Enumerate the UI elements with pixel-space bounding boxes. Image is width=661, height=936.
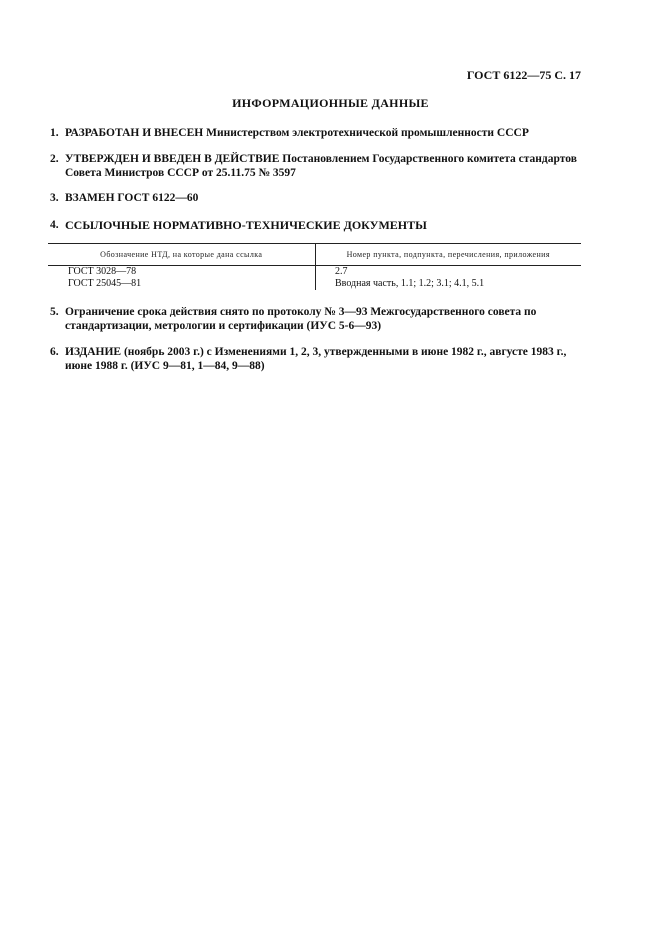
info-item-text: Ограничение срока действия снято по протоколу № 3—93 Межгосударственного совета по стандартизации, метрологии и сертификации (ИУС 5-6—93)	[65, 306, 537, 332]
info-item-number: 6.	[50, 346, 59, 358]
info-item-1	[50, 126, 580, 140]
info-item-number: 3.	[50, 192, 59, 204]
info-item-number: 1.	[50, 127, 59, 139]
info-item-text: УТВЕРЖДЕН И ВВЕДЕН В ДЕЙСТВИЕ Постановлением Государственного комитета стандартов Совета Министров СССР от 25.11.75 № 3597	[65, 153, 577, 179]
info-item-text: ИЗДАНИЕ (ноябрь 2003 г.) с Изменениями 1, 2, 3, утвержденными в июне 1982 г., августе 1983 г., июне 1988 г. (ИУС 9—81, 1—84, 9—88)	[65, 346, 567, 372]
table-cell-clause: 2.7	[315, 266, 581, 278]
table-cell-designation: ГОСТ 3028—78	[68, 266, 137, 277]
document-title: ИНФОРМАЦИОННЫЕ ДАННЫЕ	[232, 96, 429, 110]
info-item-3	[50, 191, 580, 205]
table-cell-designation: ГОСТ 25045—81	[68, 277, 142, 289]
info-item-number: 5.	[50, 306, 59, 318]
reference-documents-table	[48, 243, 581, 290]
info-item-number: 4.	[50, 219, 59, 231]
table-row	[48, 266, 581, 278]
info-item-text: РАЗРАБОТАН И ВНЕСЕН Министерством электротехнической промышленности СССР	[65, 127, 529, 139]
page-header-ref: ГОСТ 6122—75 С. 17	[466, 68, 581, 82]
table-header-designation: Обозначение НТД, на которые дана ссылка	[100, 250, 263, 259]
info-item-4	[50, 218, 580, 232]
info-item-text: ССЫЛОЧНЫЕ НОРМАТИВНО-ТЕХНИЧЕСКИЕ ДОКУМЕНТЫ	[65, 218, 427, 232]
table-row	[48, 278, 581, 291]
info-item-text: ВЗАМЕН ГОСТ 6122—60	[65, 192, 199, 204]
info-item-6	[50, 345, 580, 373]
info-item-5	[50, 305, 580, 333]
info-item-number: 2.	[50, 153, 59, 165]
table-header-row	[48, 244, 581, 266]
table-header-clause: Номер пункта, подпункта, перечисления, приложения	[315, 244, 582, 265]
info-item-2	[50, 152, 580, 180]
table-cell-clause: Вводная часть, 1.1; 1.2; 3.1; 4.1, 5.1	[315, 278, 581, 291]
